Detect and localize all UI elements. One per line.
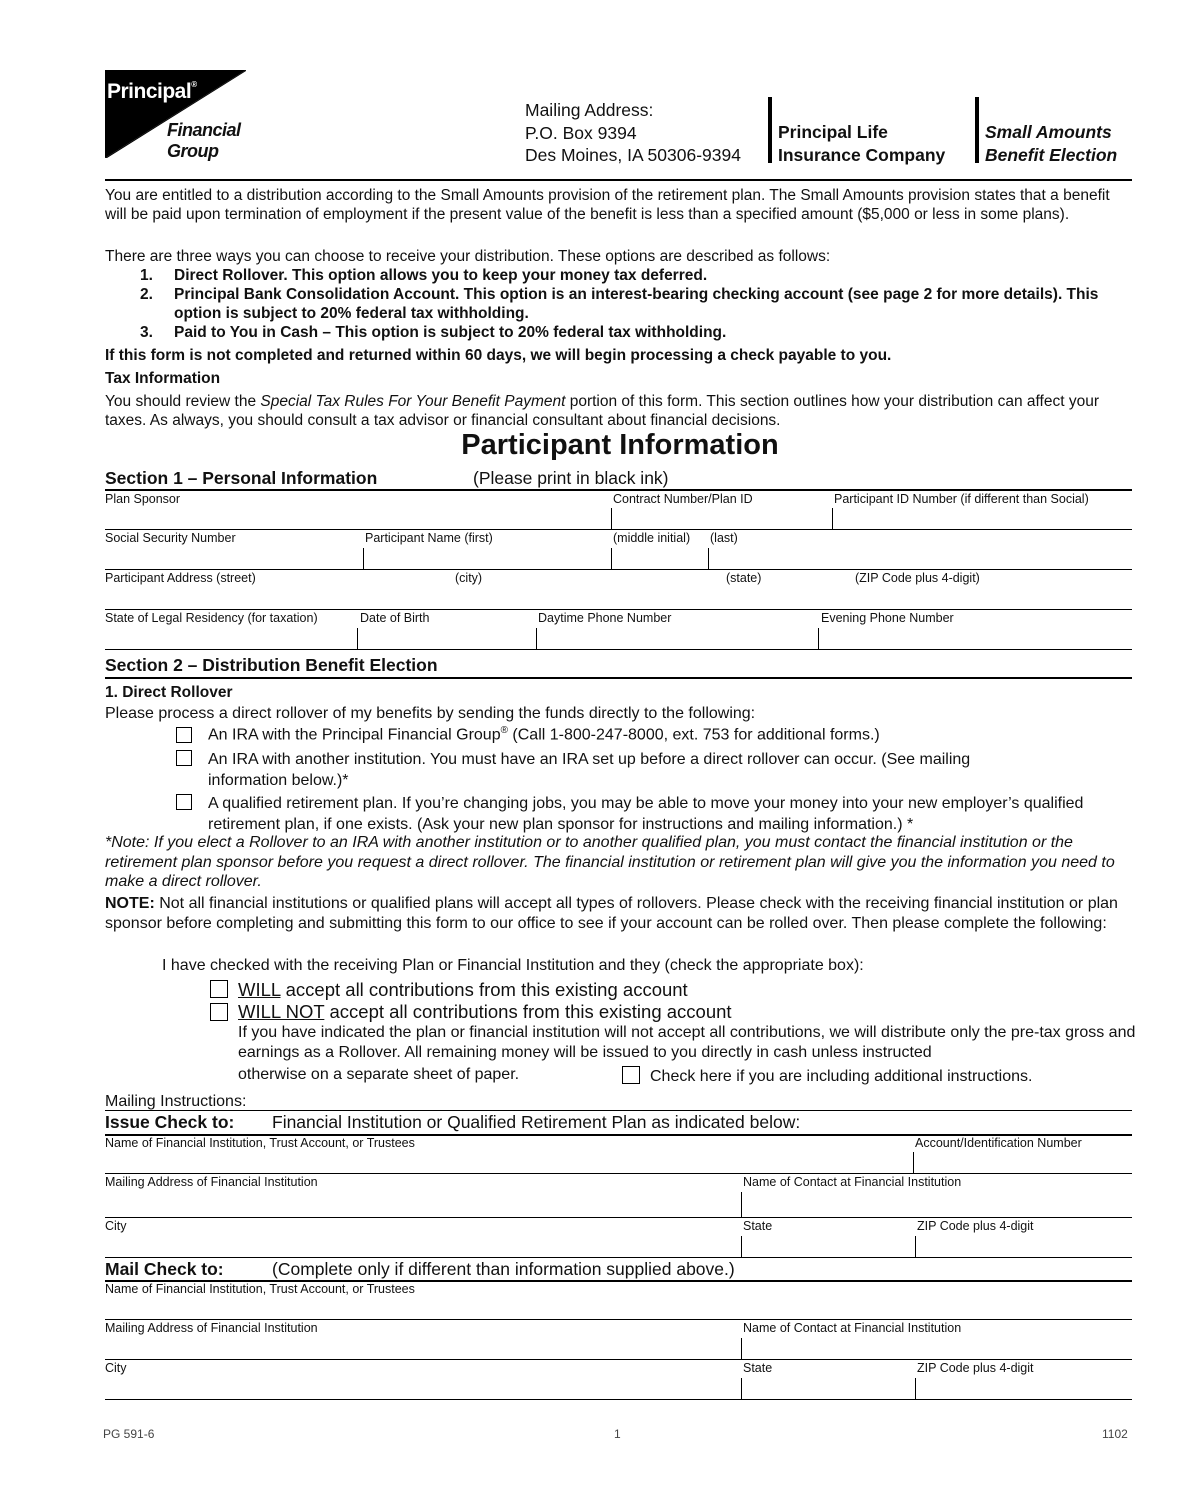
middle-initial-input[interactable] xyxy=(611,548,612,569)
section1-title: Section 1 – Personal Information xyxy=(105,468,378,488)
issue-account-label: Account/Identification Number xyxy=(915,1136,1082,1150)
will-rest: accept all contributions from this existing account xyxy=(280,979,688,1000)
mail-check-title: Mail Check to: xyxy=(105,1259,224,1279)
option-2-text: Principal Bank Consolidation Account. This option is an interest-bearing checking account (see page 2 for more details). This option is subject to 20% federal tax withholding. xyxy=(174,286,1099,322)
will-accept-text xyxy=(238,979,688,1001)
tax-text-post: portion of this form. This section outlines how your distribution can affect your taxes. As always, you should consult a tax advisor or financial consultant about financial decisions. xyxy=(105,393,1099,430)
day-phone-label: Daytime Phone Number xyxy=(538,611,672,625)
logo-reg: ® xyxy=(191,80,197,89)
section2-rule xyxy=(105,677,1132,679)
mail-city-label: City xyxy=(105,1361,127,1375)
mail-name-label: Name of Financial Institution, Trust Account, or Trustees xyxy=(105,1282,415,1296)
will-not-accept-checkbox[interactable] xyxy=(210,1003,228,1021)
company-line-2: Insurance Company xyxy=(778,144,946,165)
mail-state-input[interactable] xyxy=(741,1378,742,1399)
plan-sponsor-label: Plan Sponsor xyxy=(105,492,181,506)
will-accept-checkbox[interactable] xyxy=(210,980,228,998)
option-3-num: 3. xyxy=(140,324,153,341)
section1-note: (Please print in black ink) xyxy=(473,468,669,488)
mailing-address-label: Mailing Address: xyxy=(525,100,654,120)
issue-zip-input[interactable] xyxy=(915,1236,916,1257)
header-divider-1 xyxy=(768,97,772,163)
city-line: Des Moines, IA 50306-9394 xyxy=(525,145,741,165)
ira-other-checkbox[interactable] xyxy=(176,750,192,766)
participant-id-label: Participant ID Number (if different than Social) xyxy=(834,492,1089,506)
additional-instructions-checkbox[interactable] xyxy=(622,1066,640,1084)
state-label: (state) xyxy=(726,571,762,585)
will-not-accept-text xyxy=(238,1001,732,1023)
residency-label: State of Legal Residency (for taxation) xyxy=(105,611,318,625)
will-not-rest: accept all contributions from this existing account xyxy=(324,1001,732,1022)
row2-rule xyxy=(105,569,1132,570)
issue-address-input[interactable] xyxy=(105,1217,1132,1218)
section2-title: Section 2 – Distribution Benefit Election xyxy=(105,655,438,675)
contract-input[interactable] xyxy=(611,508,612,529)
issue-check-desc: Financial Institution or Qualified Retirement Plan as indicated below: xyxy=(272,1112,801,1132)
eve-phone-label: Evening Phone Number xyxy=(821,611,954,625)
mailing-instructions-label: Mailing Instructions: xyxy=(105,1093,247,1110)
tax-heading: Tax Information xyxy=(105,370,221,387)
zip-label: (ZIP Code plus 4-digit) xyxy=(855,571,980,585)
mail-zip-input[interactable] xyxy=(915,1378,916,1399)
issue-city-input[interactable] xyxy=(105,1257,1132,1258)
mail-address-label: Mailing Address of Financial Institution xyxy=(105,1321,318,1335)
mailing-rule xyxy=(105,1110,1132,1111)
row1-rule xyxy=(105,529,1132,530)
header-rule xyxy=(105,179,1132,181)
last-name-input[interactable] xyxy=(708,548,709,569)
footer-page-number: 1 xyxy=(614,1427,621,1441)
issue-name-label: Name of Financial Institution, Trust Account, or Trustees xyxy=(105,1136,415,1150)
logo-group: Group xyxy=(167,141,219,161)
issue-city-label: City xyxy=(105,1219,127,1233)
note-bold-label: NOTE: xyxy=(105,895,155,912)
footer-form-id: PG 591-6 xyxy=(103,1427,155,1441)
rollover-note: *Note: If you elect a Rollover to an IRA with another institution or to another qualified plan, you must contact the financial institution or the retirement plan sponsor before you request a direct rollover. The financial institution or retirement plan will give you the information you need to make a direct rollover. xyxy=(105,834,1115,890)
eve-phone-input[interactable] xyxy=(818,628,819,649)
issue-check-title: Issue Check to: xyxy=(105,1112,235,1132)
header-divider-2 xyxy=(975,97,979,163)
participant-id-input[interactable] xyxy=(832,508,833,529)
will-underlined: WILL xyxy=(238,979,281,1000)
participant-title: Participant Information xyxy=(461,429,779,461)
tax-text-pre: You should review the xyxy=(105,393,261,410)
ira-principal-text xyxy=(208,725,1128,744)
contract-label: Contract Number/Plan ID xyxy=(613,492,753,506)
form-title-line-2: Benefit Election xyxy=(985,144,1118,165)
footer-date-code: 1102 xyxy=(1102,1427,1128,1441)
last-name-label: (last) xyxy=(710,531,738,545)
ira-principal-text-post: (Call 1-800-247-8000, ext. 753 for additional forms.) xyxy=(507,726,880,744)
option-2-num: 2. xyxy=(140,286,153,303)
mail-check-desc: (Complete only if different than information supplied above.) xyxy=(272,1259,735,1279)
logo-name: Principal xyxy=(107,80,192,103)
first-name-input[interactable] xyxy=(363,548,364,569)
checked-line: I have checked with the receiving Plan or Financial Institution and they (check the appropriate box): xyxy=(162,957,864,974)
issue-contact-input[interactable] xyxy=(741,1192,742,1217)
principal-logo xyxy=(105,70,247,161)
qualified-plan-checkbox[interactable] xyxy=(176,794,192,810)
intro-paragraph: You are entitled to a distribution according to the Small Amounts provision of the retirement plan. The Small Amounts provision states that a benefit will be paid upon termination of employment if the present value of the benefit is less than a specified amount ($5,000 or less in some plans). xyxy=(105,187,1110,224)
mail-state-label: State xyxy=(743,1361,773,1375)
city-label: (city) xyxy=(455,571,483,585)
company-line-1: Principal Life xyxy=(778,122,888,142)
mail-contact-input[interactable] xyxy=(741,1338,742,1359)
qualified-plan-text: A qualified retirement plan. If you’re changing jobs, you may be able to move your money into your new employer’s qualified retirement plan, if one exists. (Ask your new plan sponsor for instructions and mailing information.) * xyxy=(208,795,1084,833)
issue-state-input[interactable] xyxy=(741,1236,742,1257)
first-name-label: Participant Name (first) xyxy=(365,531,493,545)
tax-text-italic: Special Tax Rules For Your Benefit Payment xyxy=(260,393,566,410)
po-box: P.O. Box 9394 xyxy=(525,122,637,143)
otherwise-text: otherwise on a separate sheet of paper. xyxy=(238,1066,520,1083)
logo-financial: Financial xyxy=(167,120,241,140)
warning-text: If this form is not completed and returned within 60 days, we will begin processing a check payable to you. xyxy=(105,347,892,364)
day-phone-input[interactable] xyxy=(536,628,537,649)
section1-rule xyxy=(105,489,1132,491)
indicated-text: If you have indicated the plan or financial institution will not accept all contributions, we will distribute only the pre-tax gross and earnings as a Rollover. All remaining money will be issued to you directly in cash unless instructed xyxy=(238,1024,1136,1061)
note-body: Not all financial institutions or qualified plans will accept all types of rollovers. Please check with the receiving financial institution or plan sponsor before completing and submitting this form to our office to see if your account can be rolled over. Then please complete the following: xyxy=(105,895,1118,932)
ira-principal-reg: ® xyxy=(500,725,508,736)
mail-name-input[interactable] xyxy=(105,1319,1132,1320)
option-1-text: Direct Rollover. This option allows you to keep your money tax deferred. xyxy=(174,267,708,284)
mail-city-input[interactable] xyxy=(105,1399,1132,1400)
middle-initial-label: (middle initial) xyxy=(613,531,691,545)
direct-rollover-heading: 1. Direct Rollover xyxy=(105,684,233,701)
additional-instructions-text: Check here if you are including additional instructions. xyxy=(650,1068,1033,1085)
form-title-line-1: Small Amounts xyxy=(985,122,1112,142)
row4-rule xyxy=(105,649,1132,650)
mail-contact-label: Name of Contact at Financial Institution xyxy=(743,1321,962,1335)
rollover-lead: Please process a direct rollover of my benefits by sending the funds directly to the following: xyxy=(105,705,756,722)
issue-name-input[interactable] xyxy=(105,1173,1132,1174)
option-3-text: Paid to You in Cash – This option is subject to 20% federal tax withholding. xyxy=(174,324,727,341)
issue-zip-label: ZIP Code plus 4-digit xyxy=(917,1219,1034,1233)
ssn-label: Social Security Number xyxy=(105,531,236,545)
ira-principal-text-main: An IRA with the Principal Financial Group xyxy=(208,726,501,744)
options-lead: There are three ways you can choose to receive your distribution. These options are described as follows: xyxy=(105,248,831,265)
street-label: Participant Address (street) xyxy=(105,571,256,585)
will-not-underlined: WILL NOT xyxy=(238,1001,325,1022)
option-1-num: 1. xyxy=(140,267,153,284)
dob-input[interactable] xyxy=(357,628,358,649)
issue-account-input[interactable] xyxy=(913,1152,914,1173)
not-all-note xyxy=(105,894,1135,933)
mail-address-input[interactable] xyxy=(105,1359,1132,1360)
tax-paragraph xyxy=(105,392,1135,430)
issue-address-label: Mailing Address of Financial Institution xyxy=(105,1175,318,1189)
dob-label: Date of Birth xyxy=(360,611,430,625)
ira-other-text: An IRA with another institution. You must have an IRA set up before a direct rollover can occur. (See mailing information below.)* xyxy=(208,751,971,789)
issue-state-label: State xyxy=(743,1219,773,1233)
ira-principal-checkbox[interactable] xyxy=(176,727,192,743)
issue-contact-label: Name of Contact at Financial Institution xyxy=(743,1175,962,1189)
address-input[interactable] xyxy=(105,609,1132,610)
mail-zip-label: ZIP Code plus 4-digit xyxy=(917,1361,1034,1375)
